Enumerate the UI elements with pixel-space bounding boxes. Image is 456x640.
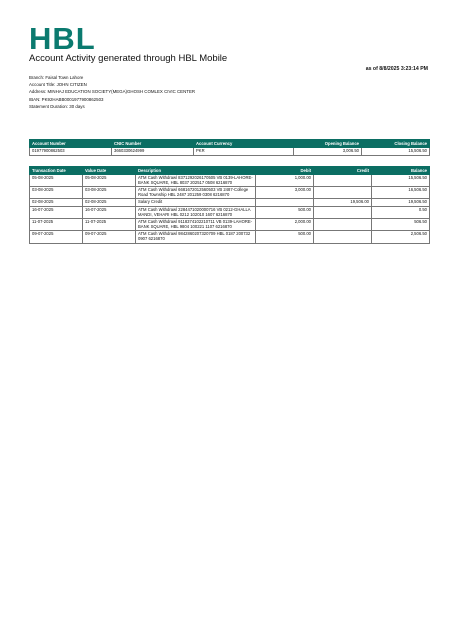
txn-balance: 506.50 bbox=[372, 219, 430, 231]
txn-debit: 2,000.00 bbox=[256, 219, 314, 231]
account-table-row bbox=[30, 148, 430, 156]
table-row bbox=[30, 175, 430, 187]
account-title-line: Account Title: JOHN CITIZEN bbox=[29, 82, 87, 88]
txn-balance: 15,506.50 bbox=[372, 175, 430, 187]
header-credit: Credit bbox=[314, 167, 372, 175]
txn-debit: 500.00 bbox=[256, 206, 314, 218]
hbl-logo-text: HBL bbox=[29, 21, 96, 56]
txn-description: ATM Cash Withdrawl 9118374102210711 VB 0139-LAHORE-BANK SQUARE, HBL 9804 100221 1107 6216870 bbox=[136, 219, 256, 231]
txn-description: ATM Cash Withdrawl 9842860207320709 HBL 0187 200732 0907 6216870 bbox=[136, 231, 256, 243]
txn-balance: 0.50 bbox=[372, 206, 430, 218]
hbl-logo bbox=[29, 23, 96, 54]
txn-date: 03-08-2025 bbox=[30, 187, 83, 199]
table-row bbox=[30, 219, 430, 231]
txn-description: Salary Credit bbox=[136, 199, 256, 207]
txn-description: ATM Cash Withdrawl 8371292026170505 VB 0139-LAHORE-BANK SQUARE, HBL 8037 202517 0508 6216870 bbox=[136, 175, 256, 187]
header-opening-balance: Opening Balance bbox=[294, 140, 362, 148]
header-description: Description bbox=[136, 167, 256, 175]
txn-description: ATM Cash Withdrawl 2284471020000716 VB 0212-GHALLA MANDI, VEHARI HBL 0212 102010 1607 6216870 bbox=[136, 206, 256, 218]
header-value-date: Value Date bbox=[83, 167, 136, 175]
header-account-currency: Account Currency bbox=[194, 140, 294, 148]
value-date: 02-08-2025 bbox=[83, 199, 136, 207]
value-date: 09-07-2025 bbox=[83, 231, 136, 243]
header-account-number: Account Number bbox=[30, 140, 112, 148]
page-title: Account Activity generated through HBL Mobile bbox=[29, 53, 228, 64]
statement-duration-line: Statement Duration: 30 days bbox=[29, 103, 85, 109]
header-debit: Debit bbox=[256, 167, 314, 175]
account-table-header bbox=[30, 140, 430, 148]
txn-date: 16-07-2025 bbox=[30, 206, 83, 218]
txn-balance: 16,506.50 bbox=[372, 187, 430, 199]
table-row bbox=[30, 231, 430, 243]
txn-table-header bbox=[30, 167, 430, 175]
txn-debit: 1,000.00 bbox=[256, 175, 314, 187]
txn-credit bbox=[314, 187, 372, 199]
iban-line: IBAN: PK92HABB0001977900862503 bbox=[29, 96, 104, 102]
txn-balance: 19,506.50 bbox=[372, 199, 430, 207]
header-transaction-date: Transaction Date bbox=[30, 167, 83, 175]
transactions-table bbox=[29, 166, 430, 244]
address-line: Address: MINHAJ EDUCATION SOCIETY(MEGA)GHOSH COMLEX CIVIC CENTER bbox=[29, 89, 196, 95]
header-cnic-number: CNIC Number bbox=[112, 140, 194, 148]
value-date: 11-07-2025 bbox=[83, 219, 136, 231]
txn-debit: 3,000.00 bbox=[256, 187, 314, 199]
txn-credit bbox=[314, 231, 372, 243]
table-row bbox=[30, 206, 430, 218]
as-of-timestamp: as of 8/8/2025 3:23:14 PM bbox=[365, 66, 428, 72]
cnic-number: 3660330624999 bbox=[112, 148, 194, 156]
table-row bbox=[30, 199, 430, 207]
opening-balance: 3,006.50 bbox=[294, 148, 362, 156]
txn-debit: 500.00 bbox=[256, 231, 314, 243]
value-date: 05-08-2025 bbox=[83, 175, 136, 187]
branch-line: Branch: Faisal Town Lahore bbox=[29, 75, 84, 80]
txn-debit bbox=[256, 199, 314, 207]
account-meta bbox=[29, 74, 195, 110]
txn-credit bbox=[314, 175, 372, 187]
txn-date: 05-08-2025 bbox=[30, 175, 83, 187]
txn-description: ATM Cash Withdrawl 6681672012560503 VB 2487-College Road Township HBL 2487 201259 0308 6216870 bbox=[136, 187, 256, 199]
closing-balance: 15,506.50 bbox=[362, 148, 430, 156]
txn-date: 11-07-2025 bbox=[30, 219, 83, 231]
account-number: 01977900862503 bbox=[30, 148, 112, 156]
value-date: 16-07-2025 bbox=[83, 206, 136, 218]
txn-date: 02-08-2025 bbox=[30, 199, 83, 207]
table-row bbox=[30, 187, 430, 199]
header-closing-balance: Closing Balance bbox=[362, 140, 430, 148]
txn-date: 09-07-2025 bbox=[30, 231, 83, 243]
header-balance: Balance bbox=[372, 167, 430, 175]
value-date: 03-08-2025 bbox=[83, 187, 136, 199]
account-currency: PKR bbox=[194, 148, 294, 156]
txn-credit: 19,506.00 bbox=[314, 199, 372, 207]
txn-credit bbox=[314, 219, 372, 231]
txn-balance: 2,506.50 bbox=[372, 231, 430, 243]
account-summary-table bbox=[29, 139, 430, 156]
txn-credit bbox=[314, 206, 372, 218]
